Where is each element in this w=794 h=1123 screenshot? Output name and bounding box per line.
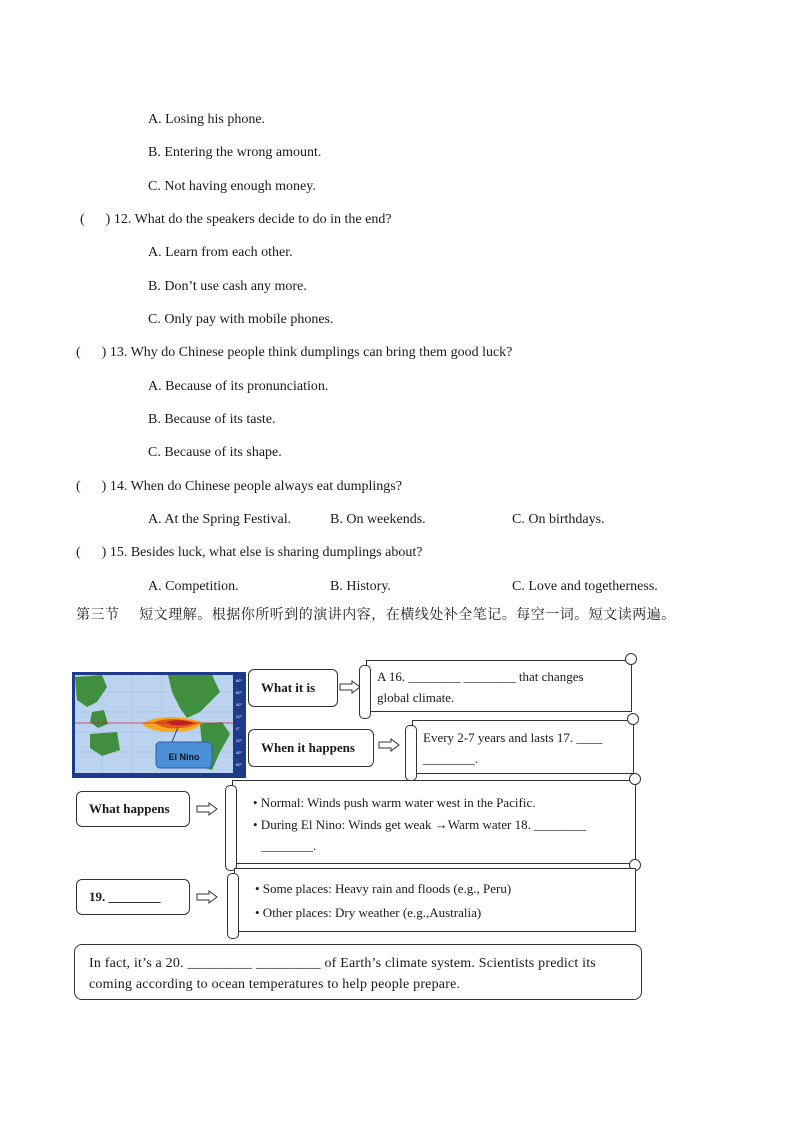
map-label: El Nino <box>168 752 200 762</box>
svg-text:0°: 0° <box>236 726 240 731</box>
q12-option-b: B. Don’t use cash any more. <box>148 279 307 294</box>
q11-option-b: B. Entering the wrong amount. <box>148 145 322 160</box>
q13-option-b: B. Because of its taste. <box>148 412 276 427</box>
q15-option-b: B. History. <box>330 579 391 594</box>
q15-option-c: C. Love and togetherness. <box>512 579 658 594</box>
what-happens-line-2: • During El Nino: Winds get weak →Warm water 18. ________ <box>253 817 587 832</box>
what-it-is-line-2: global climate. <box>377 690 455 705</box>
arrow-right-icon <box>339 680 361 694</box>
summary-box <box>74 944 642 1000</box>
q19-label: 19. ________ <box>76 879 190 915</box>
q11-option-a: A. Losing his phone. <box>148 112 266 127</box>
what-happens-scroll <box>232 780 636 864</box>
arrow-right-icon <box>196 802 218 816</box>
when-it-happens-label: When it happens <box>248 729 374 767</box>
what-it-is-label: What it is <box>248 669 338 707</box>
when-it-happens-scroll <box>412 720 634 774</box>
q14-option-a: A. At the Spring Festival. <box>148 512 292 527</box>
q12-option-a: A. Learn from each other. <box>148 245 293 260</box>
what-happens-line-3: ________. <box>261 838 317 853</box>
q14-option-b: B. On weekends. <box>330 512 426 527</box>
when-line-2: ________. <box>423 751 479 766</box>
q13-option-c: C. Because of its shape. <box>148 445 282 460</box>
svg-text:80°: 80° <box>236 678 243 683</box>
q11-option-c: C. Not having enough money. <box>148 179 316 194</box>
what-happens-label: What happens <box>76 791 190 827</box>
q12-question: ( ) 12. What do the speakers decide to do in the end? <box>80 212 392 227</box>
summary-line-1: In fact, it’s a 20. _________ _________ of Earth’s climate system. Scientists predict its <box>89 956 596 971</box>
svg-text:20°: 20° <box>236 738 243 743</box>
q15-question: ( ) 15. Besides luck, what else is sharing dumplings about? <box>76 545 423 560</box>
svg-text:60°: 60° <box>236 762 243 767</box>
q13-question: ( ) 13. Why do Chinese people think dumplings can bring them good luck? <box>76 345 513 360</box>
what-it-is-scroll <box>366 660 632 712</box>
svg-text:60°: 60° <box>236 690 243 695</box>
svg-text:40°: 40° <box>236 702 243 707</box>
q14-question: ( ) 14. When do Chinese people always eat dumplings? <box>76 479 402 494</box>
what-happens-line-1: • Normal: Winds push warm water west in the Pacific. <box>253 795 536 810</box>
q15-option-a: A. Competition. <box>148 579 239 594</box>
what-it-is-line-1: A 16. ________ ________ that changes <box>377 669 584 684</box>
q19-line-2: • Other places: Dry weather (e.g.,Australia) <box>255 905 482 920</box>
svg-text:40°: 40° <box>236 750 243 755</box>
el-nino-map-image <box>72 672 246 778</box>
arrow-right-icon <box>196 890 218 904</box>
q12-option-c: C. Only pay with mobile phones. <box>148 312 334 327</box>
when-line-1: Every 2-7 years and lasts 17. ____ <box>423 730 603 745</box>
q13-option-a: A. Because of its pronunciation. <box>148 379 329 394</box>
section-title: 第三节 短文理解。根据你所听到的演讲内容，在横线处补全笔记。每空一词。短文读两遍。 <box>76 607 676 623</box>
summary-line-2: coming according to ocean temperatures to help people prepare. <box>89 977 461 992</box>
arrow-right-icon <box>378 738 400 752</box>
q19-line-1: • Some places: Heavy rain and floods (e.g., Peru) <box>255 881 512 896</box>
svg-text:20°: 20° <box>236 714 243 719</box>
q19-scroll <box>234 868 636 932</box>
q14-option-c: C. On birthdays. <box>512 512 605 527</box>
